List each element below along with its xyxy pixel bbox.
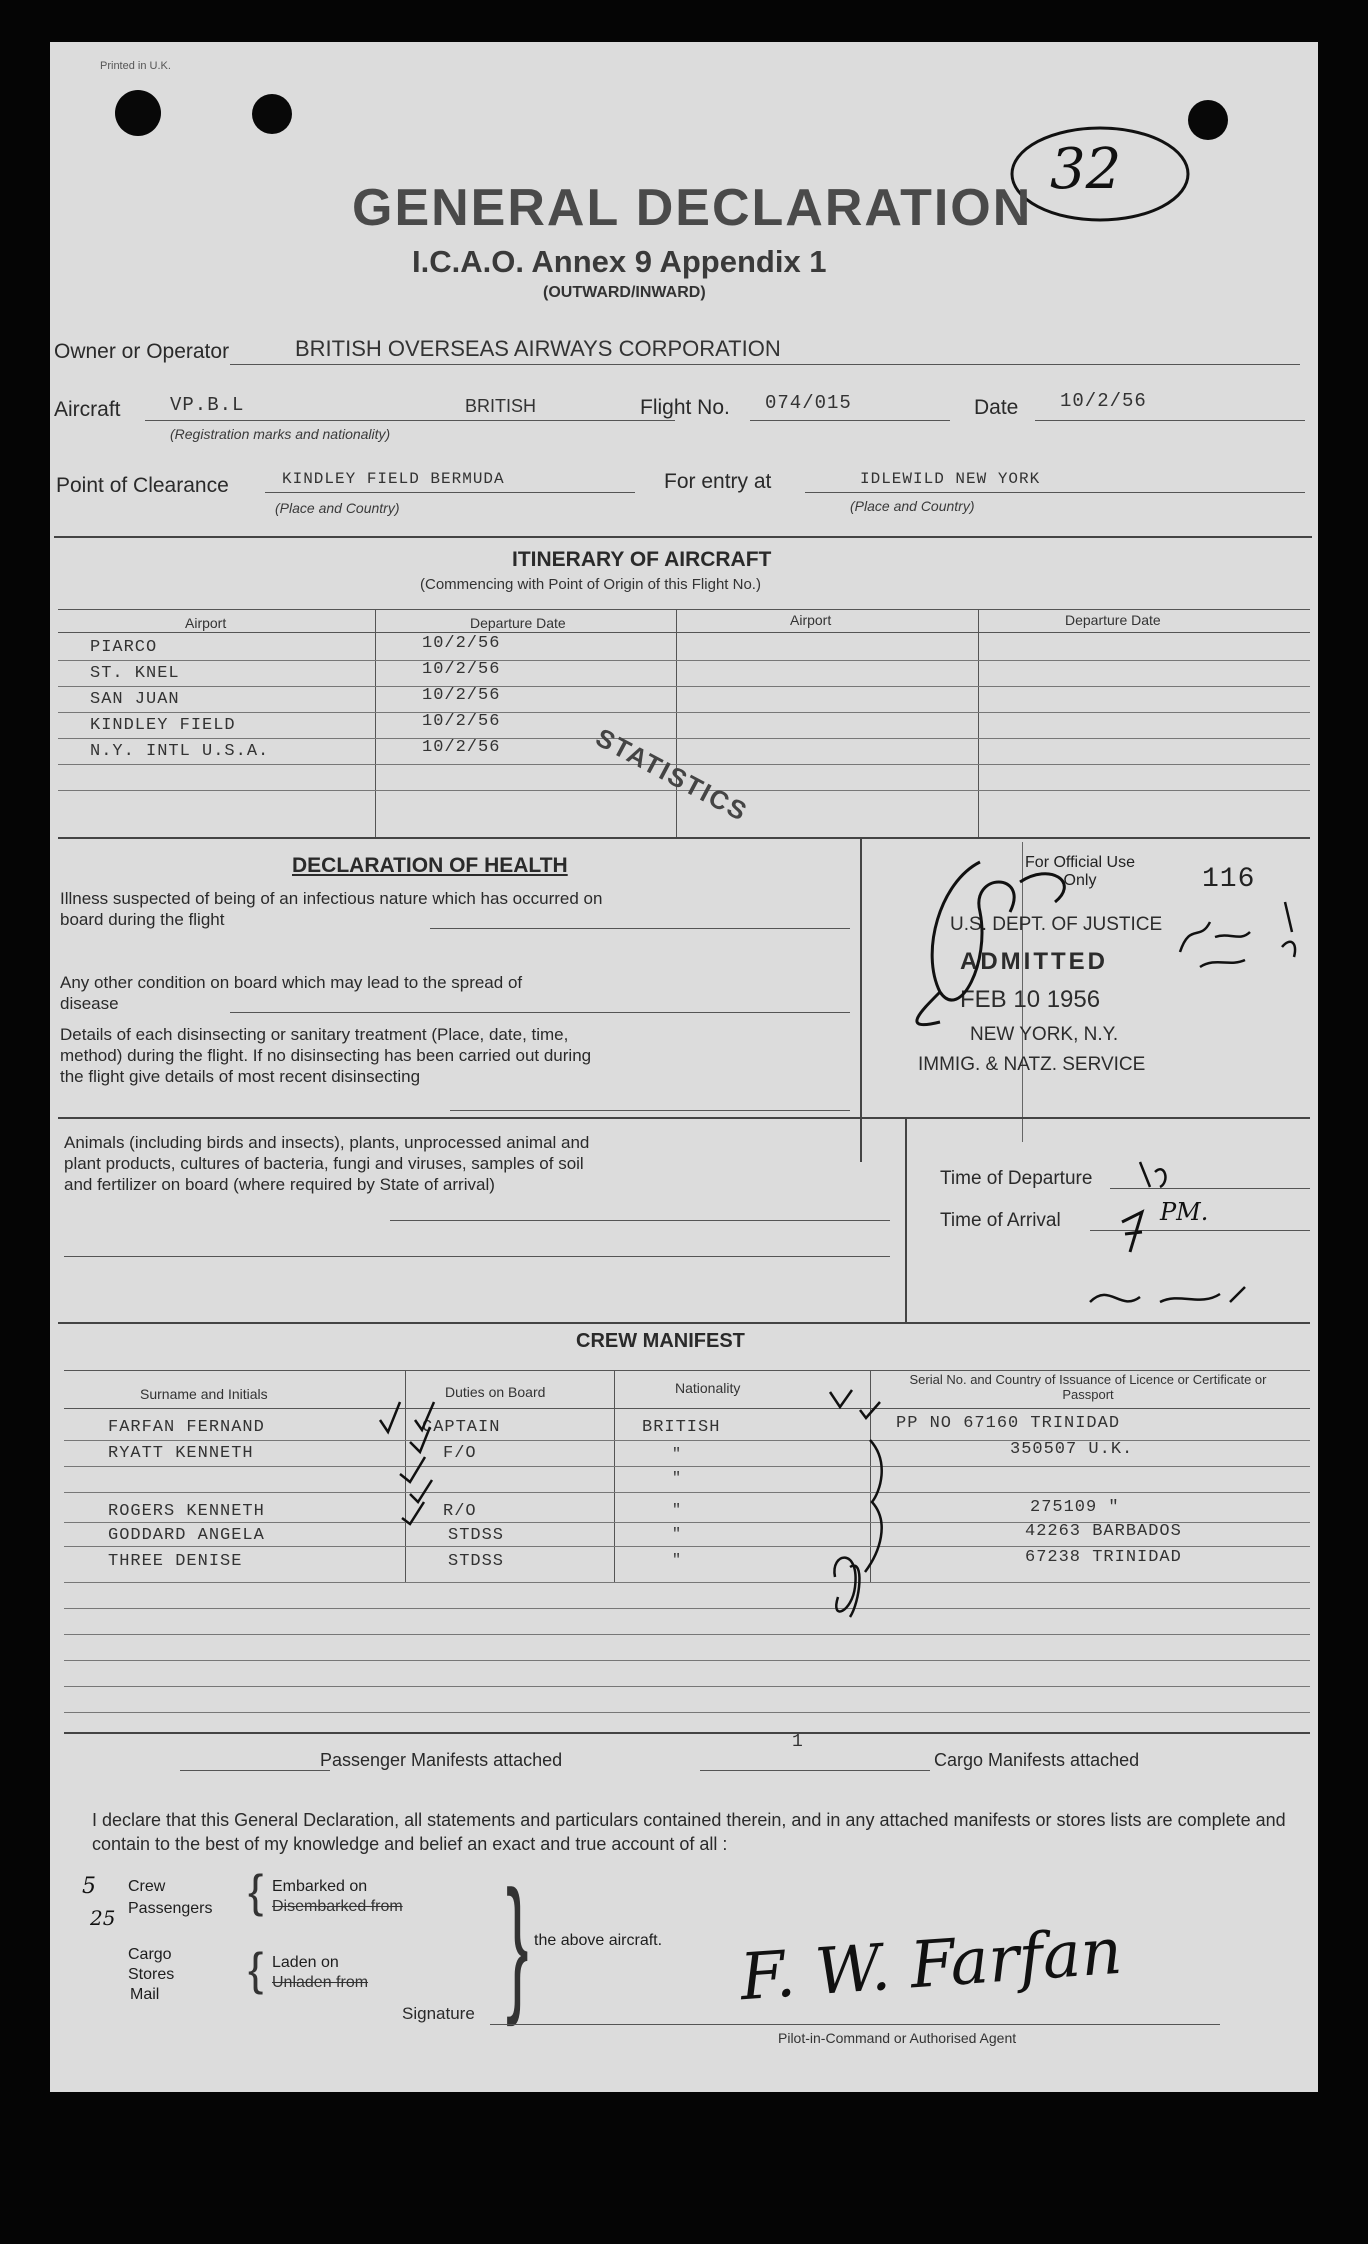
crew-duty: F/O (443, 1444, 477, 1463)
crew-duty: R/O (443, 1502, 477, 1521)
health-title: DECLARATION OF HEALTH (292, 854, 568, 877)
signatory-note: Pilot-in-Command or Authorised Agent (778, 2030, 1017, 2046)
time-handwriting (1080, 1142, 1310, 1322)
crew-row-rule (64, 1634, 1310, 1635)
flight-line (750, 420, 950, 421)
mail-label: Mail (130, 1986, 160, 2003)
statistics-stamp: STATISTICS (590, 722, 754, 828)
signature-handwriting: F. W. Farfan (737, 1914, 1125, 2016)
cargo-manifest-count: 1 (792, 1732, 804, 1752)
crew-duty: STDSS (448, 1526, 505, 1545)
crew-count: 5 (82, 1874, 96, 1899)
entry-label: For entry at (664, 470, 772, 493)
aircraft-label: Aircraft (54, 398, 121, 421)
flight-date: 10/2/56 (1060, 390, 1147, 412)
embarked-struck: Disembarked from (272, 1898, 403, 1915)
aircraft-note: (Registration marks and nationality) (170, 426, 391, 442)
crew-nat: BRITISH (642, 1418, 721, 1437)
crew-col-duty: Duties on Board (445, 1384, 546, 1400)
itinerary-col-date: Departure Date (470, 615, 566, 631)
official-use-label: For Official Use Only (1025, 854, 1135, 889)
crew-nat: " (672, 1446, 683, 1463)
itinerary-airport: SAN JUAN (90, 690, 180, 709)
aircraft-nationality: BRITISH (465, 396, 537, 416)
signature-label: Signature (402, 2004, 475, 2023)
crew-serial: PP NO 67160 TRINIDAD (896, 1414, 1121, 1433)
pax-count: 25 (90, 1906, 116, 1930)
itinerary-airport: ST. KNEL (90, 664, 180, 683)
official-number: 116 (1202, 864, 1256, 895)
itinerary-col-date: Departure Date (1065, 612, 1161, 628)
aircraft-text: the above aircraft. (534, 1932, 663, 1949)
stores-label: Stores (128, 1966, 175, 1983)
entry-note: (Place and Country) (850, 498, 975, 514)
date-label: Date (974, 396, 1019, 419)
crew-nat: " (672, 1502, 683, 1519)
itinerary-header-rule (58, 632, 1310, 633)
stamp-date: FEB 10 1956 (960, 986, 1101, 1013)
itinerary-row-rule (58, 738, 1310, 739)
crew-nat: " (672, 1470, 683, 1487)
itinerary-date: 10/2/56 (422, 686, 501, 705)
crew-duty: STDSS (448, 1552, 505, 1571)
clearance-value: KINDLEY FIELD BERMUDA (282, 470, 505, 488)
crew-nat: " (672, 1526, 683, 1543)
crew-row-rule (64, 1660, 1310, 1661)
itinerary-top-rule (58, 609, 1310, 610)
laden-struck: Unladen from (272, 1974, 369, 1991)
itinerary-airport: KINDLEY FIELD (90, 716, 236, 735)
crew-name: RYATT KENNETH (108, 1444, 254, 1463)
crew-label: Crew (128, 1878, 166, 1895)
health-q3-line (450, 1110, 850, 1111)
entry-value: IDLEWILD NEW YORK (860, 470, 1041, 488)
crew-name: THREE DENISE (108, 1552, 243, 1571)
declaration-text: I declare that this General Declaration, all statements and particulars contained therein, and in any attached manifests or stores lists are complete and contain to the best of my knowledge and belief an exact and true account of all : (92, 1810, 1286, 1854)
cargo-manifest-line (700, 1770, 930, 1771)
health-q1: Illness suspected of being of an infectious nature which has occurred on board during the flight (60, 889, 603, 929)
aircraft-registration: VP.B.L (170, 394, 245, 416)
animals-text: Animals (including birds and insects), plants, unprocessed animal and plant products, cultures of bacteria, fungi and viruses, samples of soil and fertilizer on board (where required by State of arrival) (64, 1133, 590, 1194)
flight-number: 074/015 (765, 392, 852, 414)
animals-line (390, 1220, 890, 1221)
divider (64, 1732, 1310, 1734)
crew-col-serial: Serial No. and Country of Issuance of Licence or Certificate or Passport (909, 1372, 1267, 1402)
printed-in-note: Printed in U.K. (100, 60, 171, 72)
itinerary-date: 10/2/56 (422, 738, 501, 757)
stamp-service: IMMIG. & NATZ. SERVICE (918, 1054, 1146, 1075)
divider (58, 1117, 1310, 1119)
itinerary-col-airport: Airport (185, 615, 227, 631)
health-q2: Any other condition on board which may lead to the spread of disease (60, 973, 523, 1013)
health-q1-line (430, 928, 850, 929)
itinerary-title: ITINERARY OF AIRCRAFT (512, 548, 772, 571)
itinerary-col-airport: Airport (790, 612, 832, 628)
cargo-manifest-label: Cargo Manifests attached (934, 1750, 1140, 1770)
health-divider (860, 837, 862, 1162)
aircraft-line (145, 420, 675, 421)
passenger-manifest-label: Passenger Manifests attached (320, 1750, 563, 1770)
divider (58, 1322, 1310, 1324)
crew-serial: 42263 BARBADOS (1025, 1522, 1182, 1541)
direction-label: (OUTWARD/INWARD) (543, 284, 706, 301)
laden-label: Laden on (272, 1954, 339, 1971)
itinerary-vrule (375, 609, 376, 837)
crew-checkmarks (360, 1372, 920, 1632)
laden-brace: { (248, 1943, 264, 1995)
animals-line (64, 1256, 890, 1257)
signature-line (490, 2024, 1220, 2025)
clearance-note: (Place and Country) (275, 500, 400, 516)
itinerary-row-rule (58, 712, 1310, 713)
punch-hole (115, 90, 161, 136)
crew-col-nat: Nationality (675, 1380, 741, 1396)
health-q3: Details of each disinsecting or sanitary treatment (Place, date, time, method) during the flight. If no disinsecting has been carried out during the flight give details of most recent disinsecting (60, 1025, 592, 1086)
itinerary-vrule (978, 609, 979, 837)
divider (54, 536, 1312, 538)
itinerary-airport: N.Y. INTL U.S.A. (90, 742, 270, 761)
entry-line (805, 492, 1305, 493)
crew-duty: CAPTAIN (422, 1418, 501, 1437)
arrival-hand: PM. (1160, 1198, 1209, 1226)
itinerary-date: 10/2/56 (422, 634, 501, 653)
crew-row-rule (64, 1686, 1310, 1687)
crew-serial: 275109 " (1030, 1498, 1120, 1517)
crew-name: FARFAN FERNAND (108, 1418, 265, 1437)
crew-col-name: Surname and Initials (140, 1386, 268, 1402)
owner-line (230, 364, 1300, 365)
itinerary-subtitle: (Commencing with Point of Origin of this Flight No.) (420, 576, 761, 593)
itinerary-airport: PIARCO (90, 638, 158, 657)
stamp-dept: U.S. DEPT. OF JUSTICE (950, 914, 1163, 935)
animals-divider (905, 1117, 907, 1322)
itinerary-date: 10/2/56 (422, 660, 501, 679)
owner-label: Owner or Operator (54, 340, 230, 363)
passenger-manifest-line (180, 1770, 330, 1771)
arrival-label: Time of Arrival (940, 1210, 1061, 1231)
stamp-city: NEW YORK, N.Y. (970, 1024, 1119, 1045)
aircraft-brace: } (506, 1859, 529, 2027)
itinerary-vrule (676, 609, 677, 837)
crew-title: CREW MANIFEST (576, 1330, 745, 1352)
stamp-status: ADMITTED (960, 948, 1108, 975)
crew-name: ROGERS KENNETH (108, 1502, 265, 1521)
clearance-label: Point of Clearance (56, 474, 229, 497)
embarked-label: Embarked on (272, 1878, 368, 1895)
itinerary-row-rule (58, 686, 1310, 687)
pax-label: Passengers (128, 1900, 213, 1917)
punch-hole (252, 94, 292, 134)
embarked-brace: { (248, 1865, 264, 1917)
cargo-label: Cargo (128, 1946, 172, 1963)
doc-number: 32 (1050, 137, 1122, 202)
crew-name: GODDARD ANGELA (108, 1526, 265, 1545)
crew-serial: 67238 TRINIDAD (1025, 1548, 1182, 1567)
crew-nat: " (672, 1552, 683, 1569)
crew-serial: 350507 U.K. (1010, 1440, 1134, 1459)
clearance-line (265, 492, 635, 493)
itinerary-date: 10/2/56 (422, 712, 501, 731)
page-subtitle: I.C.A.O. Annex 9 Appendix 1 (412, 244, 827, 279)
page-title: GENERAL DECLARATION (352, 179, 1033, 237)
divider (58, 837, 1310, 839)
owner-value: BRITISH OVERSEAS AIRWAYS CORPORATION (295, 336, 781, 361)
departure-label: Time of Departure (940, 1168, 1093, 1189)
itinerary-row-rule (58, 660, 1310, 661)
crew-top-rule (64, 1370, 1310, 1371)
date-line (1035, 420, 1305, 421)
crew-row-rule (64, 1712, 1310, 1713)
declaration-form (50, 42, 1318, 2092)
health-q2-line (230, 1012, 850, 1013)
flight-label: Flight No. (640, 396, 730, 419)
inspector-initials-scribble (880, 842, 1300, 1042)
